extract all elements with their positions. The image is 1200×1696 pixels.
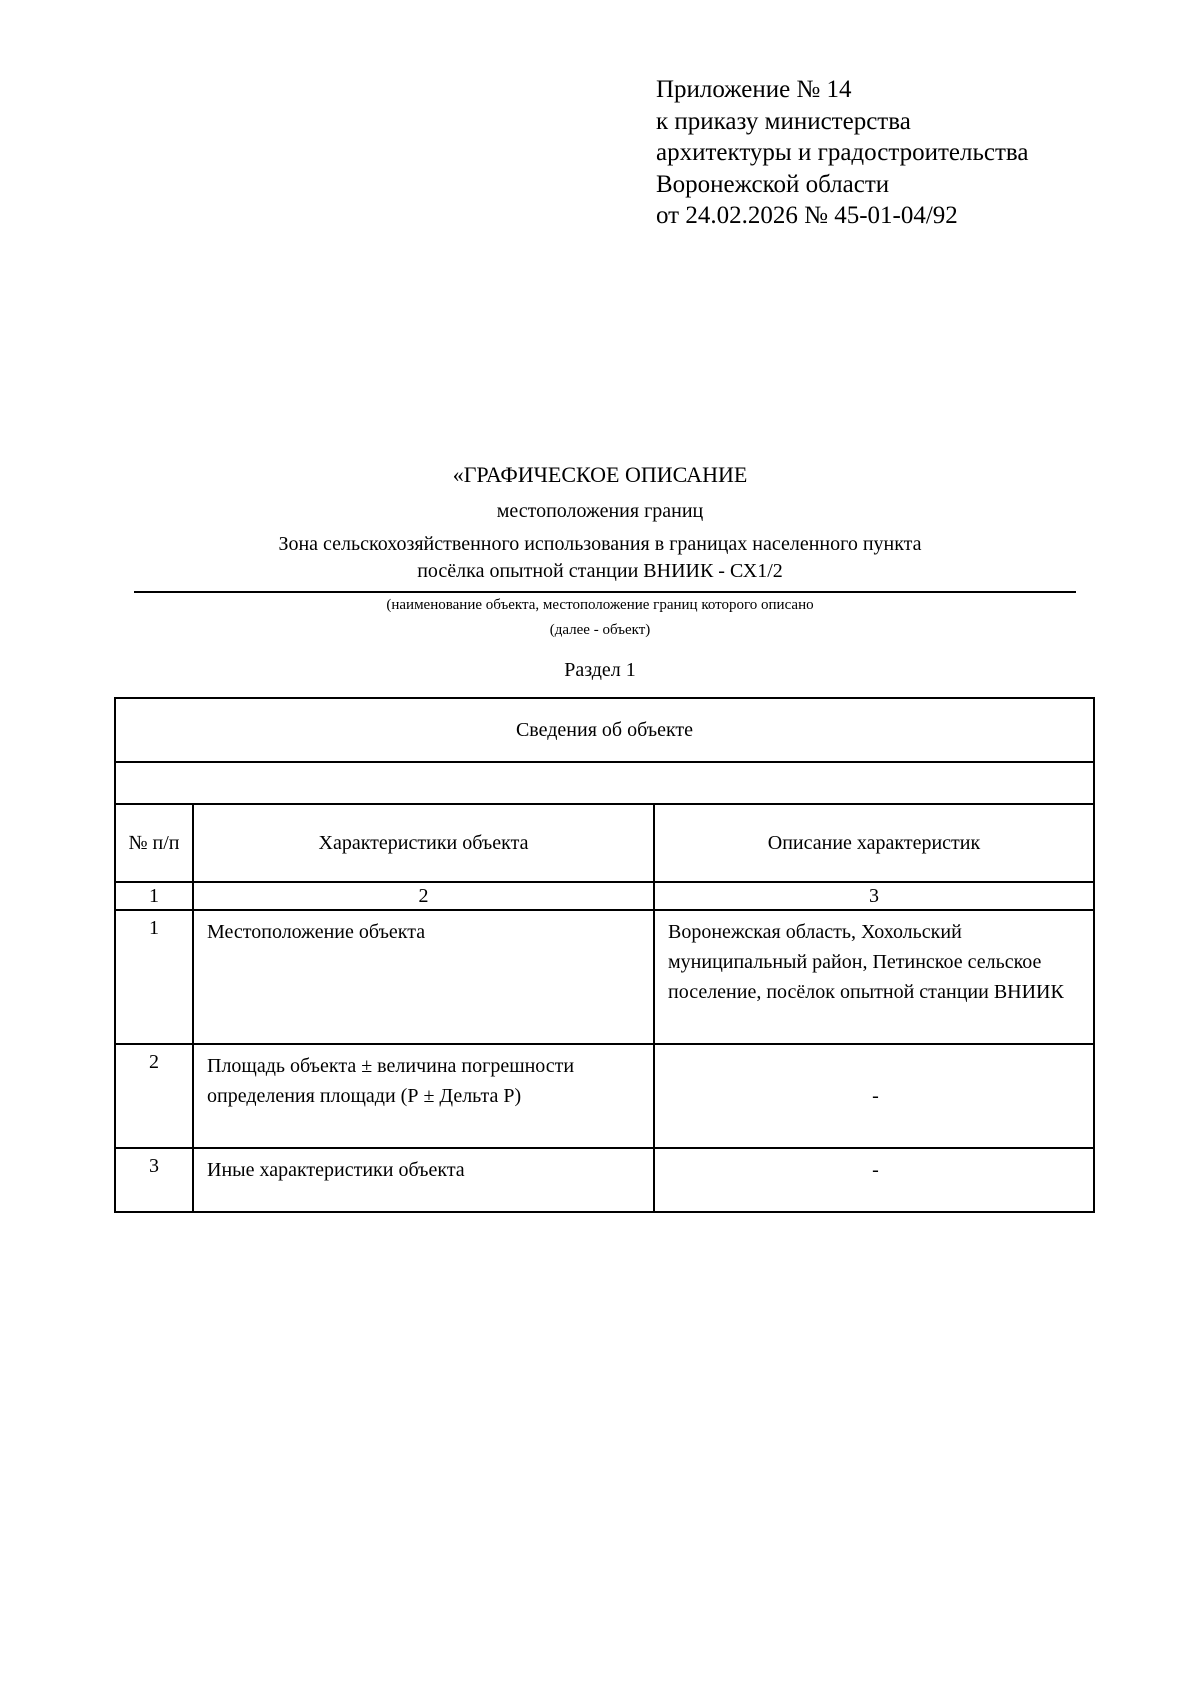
table-header-row <box>115 804 1094 882</box>
column-number-row <box>115 882 1094 910</box>
annex-region: Воронежской области <box>656 170 890 198</box>
row-description: Воронежская область, Хохольский муниципальный район, Петинское сельское поселение, посёлок опытной станции ВНИИК <box>654 910 1094 1044</box>
column-number: 3 <box>654 882 1094 910</box>
row-characteristic: Иные характеристики объекта <box>193 1148 654 1212</box>
column-number: 2 <box>193 882 654 910</box>
row-number: 2 <box>115 1044 193 1148</box>
row-number: 1 <box>115 910 193 1044</box>
header-description: Описание характеристик <box>654 804 1094 882</box>
header-characteristic: Характеристики объекта <box>193 804 654 882</box>
annex-header <box>656 74 1028 232</box>
section-heading: Раздел 1 <box>564 659 636 681</box>
underline-divider <box>134 591 1076 593</box>
row-characteristic: Местоположение объекта <box>193 910 654 1044</box>
object-name-line2: посёлка опытной станции ВНИИК - СХ1/2 <box>417 560 783 582</box>
annex-ministry: архитектуры и градостроительства <box>656 139 1029 166</box>
object-info-table <box>114 697 1095 1213</box>
annex-date-number: от 24.02.2026 № 45-01-04/92 <box>656 202 958 229</box>
document-title: «ГРАФИЧЕСКОЕ ОПИСАНИЕ <box>452 462 748 487</box>
table-row <box>115 1148 1094 1212</box>
row-number: 3 <box>115 1148 193 1212</box>
object-note-line2: (далее - объект) <box>549 622 651 638</box>
table-empty-row <box>115 762 1094 804</box>
annex-order-ref: к приказу министерства <box>656 107 911 135</box>
column-number: 1 <box>115 882 193 910</box>
header-num: № п/п <box>115 804 193 882</box>
table-row <box>115 910 1094 1044</box>
table-row <box>115 1044 1094 1148</box>
annex-number: Приложение № 14 <box>656 76 852 103</box>
document-subtitle: местоположения границ <box>496 500 704 522</box>
object-note-line1: (наименование объекта, местоположение границ которого описано <box>386 597 814 613</box>
row-description: - <box>654 1044 1094 1148</box>
row-description: - <box>654 1148 1094 1212</box>
row-characteristic: Площадь объекта ± величина погрешности определения площади (Р ± Дельта Р) <box>193 1044 654 1148</box>
table-caption: Сведения об объекте <box>115 698 1094 762</box>
object-name-line1: Зона сельскохозяйственного использования в границах населенного пункта <box>278 533 922 555</box>
